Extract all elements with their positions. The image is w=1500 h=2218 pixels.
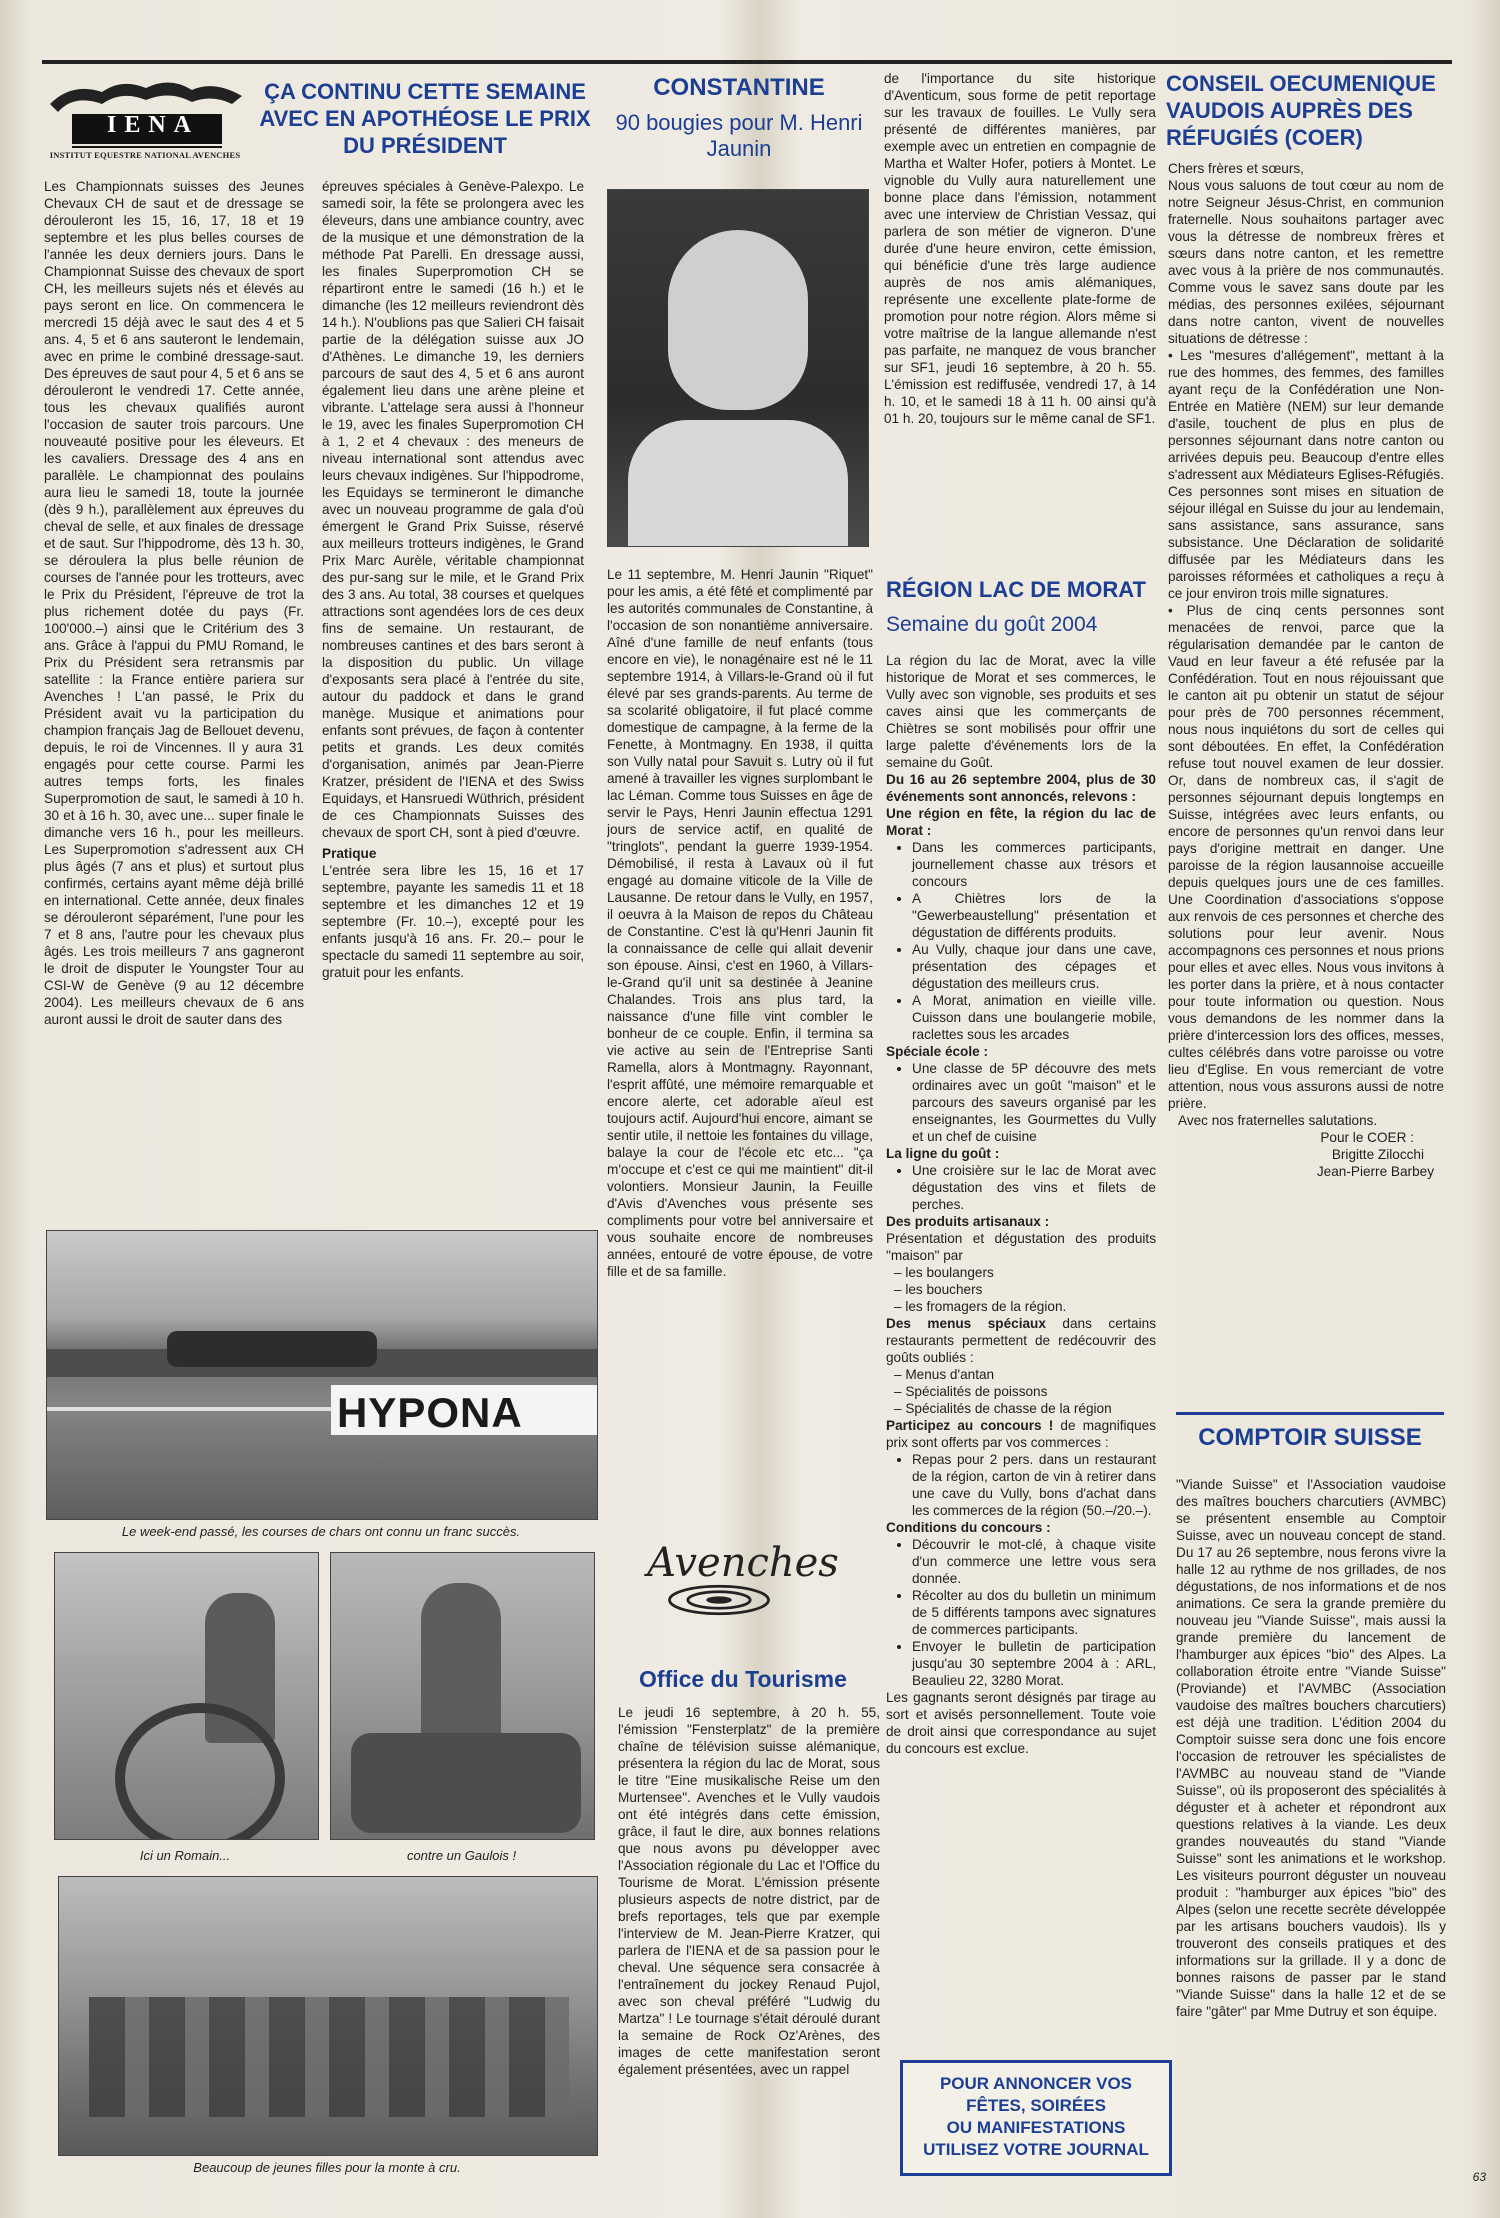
caption-chariot: Le week-end passé, les courses de chars ont connu un franc succès. <box>121 1524 521 1539</box>
article5-bullet1: Les "mesures d'allégement", mettant à la rue des hommes, des femmes, des familles ayant reçu de la Confédération une Non-Entrée en Matière (NEM) sur leur demande d'asile, touchent de plus en plus de personnes séjournant dans notre canton ou arrivées depuis peu. Beaucoup d'entre elles s'adressent aux Médiateurs Eglises-Réfugiés. Ces personnes sont mises en situation de séjour illégal en Suisse du jour au lendemain, sans assistance, sans assurance, sans subsistance. Une Déclaration de solidarité diffusée par les Médiateurs dans les paroisses réformées et catholiques a reçu à ce jour environ trois mille signatures. <box>1168 348 1444 601</box>
article4-s3-list <box>886 1162 1156 1213</box>
article3-headline: Office du Tourisme <box>639 1666 847 1692</box>
article4-s2-title: Spéciale école : <box>886 1044 989 1059</box>
top-rule <box>42 60 1452 64</box>
article5-body: Chers frères et sœurs, Nous vous saluons de tout cœur au nom de notre Seigneur Jésus-Christ, en communion fraternelle. Nous souhaitons partager avec vous la détresse de nombreux frères et sœurs dans notre canton, et les remettre avec vous à la prière de nos communautés. Comme vous le savez sans doute par les médias, des personnes exilées, séjournant dans notre canton, vivent de nouvelles situations de détresse : • Les "mesures d'allégement", mettant à la rue des hommes, des femmes, des familles ayant reçu de la Confédération une Non-Entrée en Matière (NEM) sur leur demande d'asile, touchent de plus en plus de personnes séjournant dans notre canton ou arrivées depuis peu. Beaucoup d'entre elles s'adressent aux Médiateurs Eglises-Réfugiés. Ces personnes sont mises en situation de séjour illégal en Suisse du jour au lendemain, sans assistance, sans assurance, sans subsistance. Une Déclaration de solidarité diffusée par les Médiateurs dans les paroisses réformées et catholiques a reçu à ce jour environ trois mille signatures. • Plus de cinq cents personnes sont menacées de renvoi, parce que la régularisation demandée par le canton de Vaud en leur faveur a été refusée par la Confédération. Tout en nous réjouissant que le canton ait pu obtenir un statut de séjour pour près de 700 personnes récemment, nous nous inquiétons du sort de celles qui sont déboutées. En effet, la Confédération refuse tout nouvel examen de leur dossier. Or, dans de nombreux cas, il s'agit de personnes séjournant depuis longtemps en Suisse, intégrées avec leurs enfants, ou encore de personnes qu'un renvoi dans leur pays d'origine mettrait en danger. Une paroisse de la région lausannoise accueille depuis quelques jours une de ces familles. Une Coordination d'associations s'oppose aux renvois de ces personnes et cherche des solutions pour leur avenir. Nous accompagnons ces personnes et nous prions pour elles et avec elles. Nous vous invitons à les porter dans la prière, et à nous contacter pour toute information ou question. Nous vous demandons de les nommer dans la prière d'intercession lors des offices, messes, cultes célébrés dans votre paroisse ou votre lieu d'Eglise. En vous remerciant de votre attention, nous vous assurons aussi de notre prière. Avec nos fraternelles salutations. Pour le COER : Brigitte Zilocchi Jean-Pierre Barbey <box>1168 161 1444 1179</box>
list-item: • Récolter au dos du bulletin un minimum de 5 différents tampons avec signatures de commerces participants. <box>912 1587 1156 1638</box>
article5-greeting: Chers frères et sœurs, <box>1168 161 1304 176</box>
article4-s6-list <box>886 1451 1156 1519</box>
iena-logo-text: IENA <box>106 112 199 138</box>
article1-col2 <box>322 178 584 1228</box>
list-item: – les bouchers <box>912 1281 1156 1298</box>
hypona-banner: HYPONA <box>337 1389 523 1436</box>
article4-dates: Du 16 au 26 septembre 2004, plus de 30 événements sont annoncés, relevons : <box>886 772 1156 804</box>
article5-sig1: Pour le COER : <box>1320 1130 1414 1145</box>
ad-line: FÊTES, SOIRÉES <box>966 2096 1106 2115</box>
article4-s6-text: de magnifiques prix sont offerts par vos commerces : <box>886 1418 1156 1450</box>
article4-s5-text: dans certains restaurants permettent de redécouvrir des goûts oubliés : <box>886 1316 1156 1365</box>
list-item: • A Chiètres lors de la "Gewerbeaustellung" présentation et dégustation de différents produits. <box>912 890 1156 941</box>
pratique-title: Pratique <box>322 846 377 861</box>
article1-headline: ÇA CONTINU CETTE SEMAINE AVEC EN APOTHÉOSE LE PRIX DU PRÉSIDENT <box>259 79 591 158</box>
article4-s5-list <box>886 1366 1156 1417</box>
list-item: • Découvrir le mot-clé, à chaque visite d'un commerce une lettre vous sera donnée. <box>912 1536 1156 1587</box>
article5-bullet2: Plus de cinq cents personnes sont menacées de renvoi, parce que la régularisation demandée par le canton de Vaud en leur faveur a été refusée par la Confédération. Tout en nous réjouissant que le canton ait pu obtenir un statut de séjour pour près de 700 personnes récemment, nous nous inquiétons du sort de celles qui sont déboutées. En effet, la Confédération refuse tout nouvel examen de leur dossier. Or, dans de nombreux cas, il s'agit de personnes séjournant depuis longtemps en Suisse, intégrées avec leurs enfants, ou encore de personnes qu'un renvoi dans leur pays d'origine mettrait en danger. Une paroisse de la région lausannoise accueille depuis quelques jours une de ces familles. Une Coordination d'associations s'oppose aux renvois de ces personnes et cherche des solutions pour leur avenir. Nous accompagnons ces personnes et nous prions pour elles et avec elles. Nous vous invitons à les porter dans la prière, et à nous contacter pour toute information ou question. Nous vous demandons de les nommer dans la prière d'intercession lors des offices, messes, cultes célébrés dans votre paroisse ou votre lieu d'Eglise. En vous remerciant de votre attention, nous vous assurons aussi de notre prière. <box>1168 603 1444 1111</box>
list-item: – les boulangers <box>912 1264 1156 1281</box>
article3-col2 <box>884 70 1156 538</box>
list-item: • Envoyer le bulletin de participation jusqu'au 30 septembre 2004 à : ARL, Beaulieu 22, 3280 Morat. <box>912 1638 1156 1689</box>
list-item: • Une croisière sur le lac de Morat avec dégustation des vins et filets de perches. <box>912 1162 1156 1213</box>
article3-col2-text: de l'importance du site historique d'Aventicum, sous forme de petit reportage sur les travaux de fouilles. Le Vully sera présenté de différentes manières, par exemple avec un entretien en compagnie de Martha et Walter Hofer, potiers à Montet. Le vignoble du Vully aura naturellement une bonne place dans l'émission, notamment avec une interview de Christian Vessaz, qui parlera de son métier de vigneron. D'une durée d'une heure environ, cette émission, qui bénéficie d'une très large audience auprès de nos amis alémaniques, représente une excellente plate-forme de promotion pour notre région. Alors même si votre maîtrise de la langue allemande n'est pas parfaite, ne manquez de vous brancher sur SF1, jeudi 16 septembre, à 20 h. 55. L'émission est rediffusée, vendredi 17, à 14 h. 10, et le samedi 18 à 11 h. 00 ainsi qu'à 01 h. 20, toujours sur le même canal de SF1. <box>884 71 1156 426</box>
pratique-text: L'entrée sera libre les 15, 16 et 17 septembre, payante les samedis 11 et 18 septembre et les dimanches 12 et 19 septembre (Fr. 10.–), excepté pour les enfants jusqu'à 16 ans. Fr. 20.– pour le spectacle du samedi 11 septembre au soir, gratuit pour les enfants. <box>322 863 584 980</box>
article2-headline: CONSTANTINE <box>653 74 825 101</box>
avenches-logo-text: Avenches <box>647 1540 839 1586</box>
article1-col2-text: épreuves spéciales à Genève-Palexpo. Le samedi soir, la fête se prolongera avec les éleveurs, dans une ambiance country, avec de la musique et une démonstration de la méthode Pat Parelli. En dressage aussi, les finales Superpromotion CH se répartiront entre le samedi (16 h.) et le dimanche (les 12 meilleurs reviendront dès 14 h.). N'oublions pas que Salieri CH faisait partie de la délégation suisse aux JO d'Athènes. Le dimanche 19, les derniers parcours de saut des 4, 5 et 6 ans auront également lieu dans une arène pleine et vibrante. L'attelage sera aussi à l'honneur le 19, avec les finales Superpromotion CH à 1, 2 et 4 chevaux : des meneurs de niveau international sont attendus avec leurs chevaux indigènes. Sur l'hippodrome, les Equidays se termineront le dimanche avec un nouveau programme de gala d'où émergent le Grand Prix Suisse, réservé aux meilleurs trotteurs indigènes, le Grand Prix Marc Aurèle, véritable championnat des pur-sang sur le mile, et le Grand Prix des 3 ans. Au total, 38 courses et quelques attractions sont agendées lors de ces deux fins de semaine. Un restaurant, de nombreuses cantines et des bars seront à la disposition du public. Un village d'exposants sera placé à l'entrée du site, autour du paddock et dans le grand manège. Musique et animations pour enfants sont prévues, de façon à contenter petits et grands. Les deux comités d'organisation, animés par Jean-Pierre Kratzer, président de l'IENA et des Swiss Equidays, et Hansruedi Wüthrich, président de ces Championnats Suisses des chevaux de sport CH, sont à pied d'œuvre. <box>322 179 584 840</box>
article2-body <box>607 566 873 1501</box>
article2-subhead: 90 bougies pour M. Henri Jaunin <box>615 110 863 161</box>
article5-closing: Avec nos fraternelles salutations. <box>1178 1113 1378 1128</box>
article2-text: Le 11 septembre, M. Henri Jaunin "Riquet" pour les amis, a été fêté et complimenté par les autorités communales de Constantine, à l'occasion de son nonantième anniversaire. Aîné d'une famille de neuf enfants (tous encore en vie), le nonagénaire est né le 11 septembre 1914, à Villars-le-Grand où il fut élevé par ses grands-parents. Au terme de sa scolarité obligatoire, il fut placé comme domestique de campagne, à la ferme de la Fenette, à Montmagny. En 1938, il quitta son Vully natal pour Savuit s. Lutry où il fut amené à travailler les vignes surplombant le lac Léman. Comme tous Suisses en âge de servir le Pays, Henri Jaunin effectua 1291 jours de service actif, en qualité de "tringlots", pendant la guerre 1939-1954. Démobilisé, il resta à Lavaux où il fut engagé au domaine viticole de la Ville de Lausanne. De retour dans le Vully, en 1957, il oeuvra à la Maison de repos du Château de Constantine. C'est là qu'Henri Jaunin fit la connaissance de celle qui allait devenir son épouse. Ainsi, c'est en 1960, à Villars-le-Grand qu'il unit sa destinée à Jeanine Chalandes. Trois ans plus tard, la naissance d'une fille vint combler le bonheur de ce couple. Enfin, il termina sa vie active au sein de l'Entreprise Santi Ramella, alors à Montmagny. Rayonnant, l'esprit affûté, une mémoire remarquable et encore alerte, cet adorable aïeul est toujours actif. Aujourd'hui encore, aimant se sentir utile, il nettoie les fontaines du village, balaye la cour de l'école etc etc... "ça m'occupe et c'est ce qui me maintient" dit-il volontiers. Monsieur Jaunin, la Feuille d'Avis d'Avenches vous présente ses compliments pour votre bel anniversaire et vous souhaite encore de nombreuses années, entouré de votre épouse, de votre fille et de sa famille. <box>607 567 873 1279</box>
article6-text: "Viande Suisse" et l'Association vaudoise des maîtres bouchers charcutiers (AVMBC) se présentent ensemble au Comptoir Suisse, avec un nouveau concept de stand. Du 17 au 26 septembre, nous ferons vivre la halle 12 au rythme de nos grillades, de nos dégustations, de nos informations et de nos animations. Ce sera la grande première du nouveau jeu "Viande Suisse", mais aussi la grande première du lancement de l'hamburger aux épices "bio" des Alpes. La collaboration étroite entre "Viande Suisse" (Proviande) et l'AVMBC (Association vaudoise des maîtres bouchers charcutiers) est déjà une tradition. L'édition 2004 du Comptoir suisse sera donc une fois encore l'occasion de retrouver les spécialistes de l'AVMBC au nouveau stand de "Viande Suisse", où ils proposeront des spécialités à déguster et à acheter et répondront aux questions relatives à la viande. Les deux grandes nouveautés du stand "Viande Suisse" sont les animations et le workshop. Les visiteurs pourront déguster un nouveau produit : "hamburger aux épices "bio" des Alpes (selon une recette secrète développée par les artisans bouchers vaudois). Ils y trouveront des conseils pratiques et des informations sur la grillade. Il y a donc de bonnes raisons de passer par le stand "Viande Suisse" dans la halle 12 et de se faire "gâter" par Mme Dutruy et son équipe. <box>1176 1477 1446 2019</box>
ad-line: OU MANIFESTATIONS <box>946 2118 1126 2137</box>
article4-headline: RÉGION LAC DE MORAT <box>886 577 1146 602</box>
caption-roman: Ici un Romain... <box>139 1848 231 1863</box>
photo-riders <box>58 1876 598 2156</box>
list-item: – Spécialités de chasse de la région <box>912 1400 1156 1417</box>
article4-intro: La région du lac de Morat, avec la ville historique de Morat et ses commerces, le Vully avec son vignoble, ses produits et ses caves ainsi que les commerçants de Chiètres se sont mobilisés pour offrir une large palette d'événements lors de la semaine du Goût. <box>886 653 1156 770</box>
avenches-swirl-icon <box>664 1580 774 1620</box>
avenches-logo <box>618 1540 868 1630</box>
article4-outro: Les gagnants seront désignés par tirage au sort et avisés personnellement. Toute voie de droit ainsi que correspondance au sujet du concours est exclue. <box>886 1690 1156 1756</box>
list-item: • Une classe de 5P découvre des mets ordinaires avec un goût "maison" et le parcours des saveurs organisé par les enseignantes, les Gourmettes du Vully et un chef de cuisine <box>912 1060 1156 1145</box>
photo-gaul <box>330 1552 595 1840</box>
article4-s3-title: La ligne du goût : <box>886 1146 1000 1161</box>
article4-body <box>886 652 1156 2052</box>
article4-s7-title: Conditions du concours : <box>886 1520 1051 1535</box>
article5-p1: Nous vous saluons de tout cœur au nom de notre Seigneur Jésus-Christ, en communion fraternelle. Nous souhaitons partager avec vous la détresse de nombreux frères et sœurs dans notre canton, et les remettre avec vous à la prière de nos communautés. Comme vous le savez sans doute par les médias, des personnes exilées, séjournant dans notre canton, vivent de nouvelles situations de détresse : <box>1168 178 1444 346</box>
caption-riders: Beaucoup de jeunes filles pour la monte à cru. <box>193 2160 461 2175</box>
iena-subtitle: INSTITUT EQUESTRE NATIONAL AVENCHES <box>49 150 241 160</box>
caption-gaul: contre un Gaulois ! <box>406 1848 517 1863</box>
article4-s6-title: Participez au concours ! <box>886 1418 1054 1433</box>
photo-henri-jaunin <box>607 189 869 547</box>
article3-body <box>618 1704 880 2170</box>
article4-subhead: Semaine du goût 2004 <box>886 613 1098 636</box>
photo-roman <box>54 1552 319 1840</box>
article4-s2-list <box>886 1060 1156 1145</box>
article1-col1 <box>44 178 304 1238</box>
article1-col1-text: Les Championnats suisses des Jeunes Chevaux CH de saut et de dressage se dérouleront les 15, 16, 17, 18 et 19 septembre et les plus belles courses de l'année les deux derniers jours. Dans le Championnat Suisse des chevaux de sport CH, les meilleurs sujets nés et élevés au pays seront en lice. On commencera le mercredi 15 déjà avec le saut des 4 et 5 ans. 4, 5 et 6 ans sauteront le lendemain, avec en prime le combiné dressage-saut. Des épreuves de saut pour 4, 5 et 6 ans se dérouleront le vendredi 17. Cette année, tous les chevaux qualifiés auront l'occasion de sauter trois parcours. Une nouveauté positive pour les éleveurs. Et les cavaliers. Dressage des 4 ans en parallèle. Le championnat des poulains aura lieu le samedi 18, toute la journée (dès 9 h.), parallèlement aux épreuves du cheval de selle, et aux finales de dressage et de saut. Sur l'hippodrome, dès 13 h. 30, se déroulera la plus belle réunion de courses de l'année pour les trotteurs, avec le Prix du Président, l'épreuve de trot la plus richement dotée du pays (Fr. 100'000.–) ainsi que le Critérium des 3 ans. Grâce à l'appui du PMU Romand, le Prix du Président sera retransmis par satellite : la France entière pariera sur Avenches ! L'an passé, le Prix du Président avait vu la participation du champion français Jag de Bellouet devenu, depuis, le roi de Vincennes. Il y aura 31 engagés pour cette course. Parmi les autres temps forts, les finales Superpromotion de saut, le samedi à 10 h. 30 et à 16 h. 30, avec une... super finale le dimanche vers 16 h., pour les meilleurs. Les Superpromotion s'adressent aux CH plus âgés (7 ans et plus) et surtout plus confirmés, certains ayant même déjà brillé en international. Cette année, deux finales se dérouleront séparément, l'une pour les 7 et 8 ans, l'autre pour les chevaux plus âgés. Les trois meilleurs 7 ans gagneront le droit de disputer le Youngster Tour au CSI-W de Genève (9 au 12 décembre 2004). Les meilleurs chevaux de 6 ans auront aussi le droit de sauter dans des <box>44 179 304 1027</box>
article6-headline: COMPTOIR SUISSE <box>1198 1424 1422 1451</box>
list-item: • A Morat, animation en vieille ville. Cuisson dans une boulangerie mobile, raclettes sous les arcades <box>912 992 1156 1043</box>
article4-s1-title: Une région en fête, la région du lac de Morat : <box>886 806 1156 838</box>
page-number: 63 <box>1472 2170 1486 2184</box>
list-item: – les fromagers de la région. <box>912 1298 1156 1315</box>
ad-box <box>900 2060 1172 2176</box>
article4-s5-title: Des menus spéciaux <box>886 1316 1046 1331</box>
article4-s7-list <box>886 1536 1156 1689</box>
article5-headline: CONSEIL OECUMENIQUE VAUDOIS AUPRÈS DES RÉFUGIÉS (COER) <box>1166 71 1436 150</box>
ad-line: POUR ANNONCER VOS <box>939 2074 1133 2093</box>
article6-body <box>1176 1476 1446 2176</box>
list-item: • Repas pour 2 pers. dans un restaurant de la région, carton de vin à retirer dans une cave du Vully, bons d'achat dans les commerces de la région (50.–/20.–). <box>912 1451 1156 1519</box>
article5-sig3: Jean-Pierre Barbey <box>1316 1164 1434 1179</box>
ad-line: UTILISEZ VOTRE JOURNAL <box>923 2140 1149 2159</box>
list-item: • Dans les commerces participants, journellement chasse aux trésors et concours <box>912 839 1156 890</box>
article4-s1-list <box>886 839 1156 1043</box>
article4-s4-text: Présentation et dégustation des produits "maison" par <box>886 1231 1156 1263</box>
article5-sig2: Brigitte Zilocchi <box>1331 1147 1424 1162</box>
article4-s4-list <box>886 1264 1156 1315</box>
list-item: – Spécialités de poissons <box>912 1383 1156 1400</box>
ad-box-text <box>903 2063 1169 2161</box>
photo-chariot-race <box>46 1230 598 1520</box>
article3-text: Le jeudi 16 septembre, à 20 h. 55, l'émission "Fensterplatz" de la première chaîne de télévision suisse alémanique, présentera la région du lac de Morat, sous le titre "Eine musikalische Reise um den Murtensee". Avenches et le Vully vaudois ont été intégrés dans cette émission, grâce, il faut le dire, aux bonnes relations que nous avons pu développer avec l'Association régionale du Lac et l'Office du Tourisme de Morat. L'émission présente plusieurs aspects de notre district, par de brefs reportages, tels que par exemple l'interview de M. Jean-Pierre Kratzer, qui parlera de l'IENA et de sa passion pour le cheval. Une séquence sera consacrée à l'entraînement du jockey Renaud Pujol, avec son cheval préféré "Ludwig du Martza" ! Le tournage s'était déroulé durant la semaine de Rock Oz'Arènes, des images de cette manifestation seront également présentées, avec un rappel <box>618 1705 880 2077</box>
article6-rule <box>1176 1412 1444 1415</box>
list-item: – Menus d'antan <box>912 1366 1156 1383</box>
article4-s4-title: Des produits artisanaux : <box>886 1214 1050 1229</box>
list-item: • Au Vully, chaque jour dans une cave, présentation des cépages et dégustation des meilleurs crus. <box>912 941 1156 992</box>
